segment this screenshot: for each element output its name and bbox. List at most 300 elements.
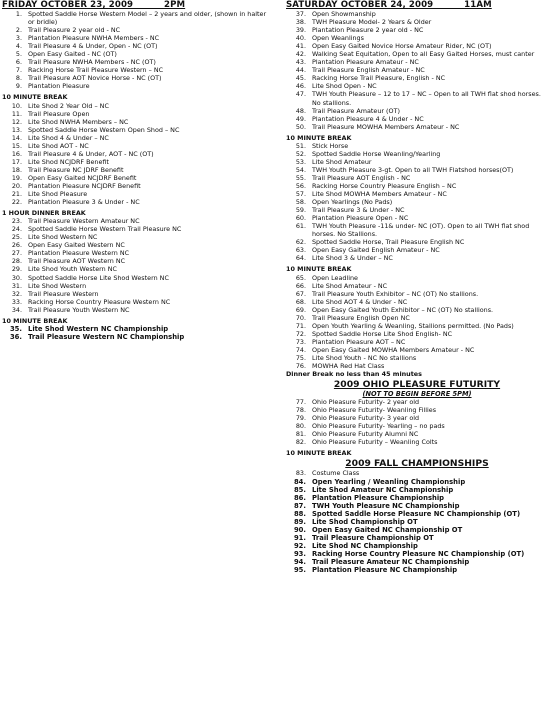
class-title: Trail Pleasure AOT English - NC [312,173,411,182]
class-title: Ohio Pleasure Futurity – Weanling Colts [312,438,438,447]
class-entry [286,238,548,246]
class-entry [286,414,548,422]
class-entry [286,322,548,330]
class-number: 25. [11,233,22,242]
class-title: Spotted Saddle Horse Lite Shod Western NC [28,273,169,282]
class-title: Lite Shod Amateur - NC [312,281,388,290]
class-entry [286,10,548,18]
class-title: Lite Shod NWHA Members – NC [28,117,129,126]
class-number: 13. [11,125,22,134]
class-title: Costume Class [312,469,360,478]
class-entry [286,74,548,82]
class-title: Trail Pleasure 2 year old - NC [28,26,121,35]
class-number: 2. [15,26,22,35]
class-number: 9. [15,82,22,91]
class-number: 79. [295,414,306,423]
class-entry [2,150,272,158]
dinner-break-note: Dinner Break no less than 45 minutes [286,370,422,379]
class-title: Trail Pleasure NC JDRF Benefit [28,165,124,174]
class-entry [2,190,272,198]
class-entry [2,249,272,257]
class-title: TWH Youth Pleasure NC Championship [312,501,460,510]
class-entry [2,282,272,290]
class-entry [286,422,548,430]
class-number: 27. [11,249,22,258]
class-entry [286,362,548,370]
class-number: 44. [295,66,306,75]
class-entry [286,190,548,198]
class-entry [2,142,272,150]
class-number: 23. [11,217,22,226]
class-number: 31. [11,281,22,290]
class-entry [286,518,548,526]
class-number: 48. [295,106,306,115]
class-title: Trail Pleasure Open [28,109,90,118]
class-entry [286,142,548,150]
class-title: Trail Pleasure Amateur (OT) [312,106,400,115]
class-title: Trail Pleasure 4 & Under, AOT - NC (OT) [28,149,154,158]
class-entry [286,510,548,518]
class-title: Trail Pleasure Youth Western NC [28,305,130,314]
class-entry [286,90,548,106]
class-title: Trail Pleasure MOWHA Members Amateur - NC [312,122,460,131]
class-entry [2,26,272,34]
class-title: Trail Pleasure NWHA Members - NC (OT) [28,58,156,67]
class-title: Trail Pleasure Youth Exhibitor – NC (OT) No stallions. [312,289,479,298]
futurity-title: 2009 OHIO PLEASURE FUTURITY [333,379,501,391]
class-title: Trail Pleasure Western Amateur NC [28,217,140,226]
class-number: 11. [11,109,22,118]
class-entry [2,134,272,142]
class-number: 43. [295,58,306,67]
class-title: Open Easy Gaited NC Championship OT [312,525,463,534]
class-number: 67. [295,289,306,298]
class-number: 22. [11,198,22,207]
friday-class-list-3 [2,217,272,314]
class-number: 64. [295,254,306,263]
class-title: Open Showmanship [312,10,376,18]
class-entry [286,469,548,477]
class-number: 71. [295,321,306,330]
class-number: 88. [293,509,306,518]
friday-dinner-break: 1 HOUR DINNER BREAK [2,209,86,218]
class-title: Ohio Pleasure Futurity- 3 year old [312,414,420,423]
saturday-break-2: 10 MINUTE BREAK [286,265,352,274]
class-title: Plantation Pleasure Championship [312,493,445,502]
class-entry [2,118,272,126]
class-entry [2,274,272,282]
class-title: Open Easy Gaited Youth Exhibitor – NC (OT) No stallions. [312,305,494,314]
class-number: 89. [293,517,306,526]
class-title: Lite Shod Amateur [312,157,372,166]
saturday-class-list-3 [286,274,548,371]
class-title: Ohio Pleasure Futurity- 2 year old [312,398,420,407]
class-title: Ohio Pleasure Futurity Alumni NC [312,430,419,439]
class-title: Lite Shod 3 & Under – NC [312,254,393,263]
class-title: Plantation Pleasure 2 year old - NC [312,26,424,35]
class-number: 46. [295,82,306,91]
class-title: Lite Shod AOT - NC [28,141,89,150]
class-number: 68. [295,297,306,306]
class-number: 37. [295,10,306,18]
class-number: 58. [295,198,306,207]
class-title: Lite Shod NC Championship [312,541,418,550]
friday-break-1: 10 MINUTE BREAK [2,93,68,102]
class-title: Trail Pleasure 4 & Under, Open - NC (OT) [28,42,158,51]
class-title: TWH Pleasure Model- 2 Years & Older [312,18,432,27]
class-entry [286,115,548,123]
class-entry [286,534,548,542]
class-number: 57. [295,190,306,199]
class-entry [2,10,272,26]
class-title: Trail Pleasure 3 & Under - NC [312,206,405,215]
class-entry [286,222,548,238]
championships-title: 2009 FALL CHAMPIONSHIPS [345,458,489,470]
class-entry [286,214,548,222]
class-entry [286,486,548,494]
class-number: 83. [295,469,306,478]
class-title: Plantation Pleasure AOT – NC [312,337,406,346]
friday-class-list-1 [2,10,272,90]
class-title: MOWHA Red Hat Class [312,362,385,371]
class-number: 93. [293,549,306,558]
class-number: 55. [295,173,306,182]
class-entry [286,166,548,174]
class-entry [286,478,548,486]
class-title: Racking Horse Country Pleasure NC Championship (OT) [312,549,525,558]
class-title: Lite Shod Youth Western NC [28,265,117,274]
class-title: Ohio Pleasure Futurity- Weanling Fillies [312,406,437,415]
class-entry [286,502,548,510]
class-title: Lite Shod MOWHA Members Amateur - NC [312,190,447,199]
class-number: 82. [295,438,306,447]
class-title: Spotted Saddle Horse Pleasure NC Championship (OT) [312,509,521,518]
class-number: 12. [11,117,22,126]
class-number: 40. [295,34,306,43]
class-number: 59. [295,206,306,215]
class-title: Plantation Pleasure NC Championship [312,566,458,575]
class-title: Lite Shod Pleasure [28,190,88,199]
class-number: 8. [15,74,22,83]
class-number: 39. [295,26,306,35]
class-title: Trail Pleasure English Amateur - NC [312,66,425,75]
class-title: Open Easy Gaited MOWHA Members Amateur - NC [312,345,475,354]
class-title: Plantation Pleasure Amateur - NC [312,58,419,67]
class-entry [2,66,272,74]
class-number: 78. [295,406,306,415]
class-number: 72. [295,329,306,338]
class-number: 61. [295,222,306,231]
class-entry [2,306,272,314]
class-number: 10. [11,101,22,110]
class-entry [2,50,272,58]
class-title: Plantation Pleasure 3 & Under - NC [28,198,140,207]
class-title: Spotted Saddle Horse Western Model – 2 years and older, (shown in halter or bridle) [28,10,267,27]
class-entry [286,150,548,158]
class-title: Open Youth Yearling & Weanling, Stallions permitted. (No Pads) [312,321,514,330]
class-entry [2,217,272,225]
class-number: 84. [293,477,306,486]
class-title: Open Easy Gaited NCJDRF Benefit [28,173,137,182]
class-number: 76. [295,362,306,371]
class-number: 60. [295,214,306,223]
class-number: 63. [295,246,306,255]
class-title: Lite Shod Open - NC [312,82,377,91]
class-entry [2,241,272,249]
class-number: 18. [11,165,22,174]
class-entry [2,198,272,206]
class-number: 47. [295,90,306,99]
class-title: Lite Shod AOT 4 & Under - NC [312,297,408,306]
friday-class-list-2 [2,102,272,207]
class-number: 30. [11,273,22,282]
class-entry [286,314,548,322]
class-title: Trail Pleasure AOT Novice Horse - NC (OT) [28,74,162,83]
class-title: Plantation Pleasure Western NC [28,249,130,258]
class-title: Lite Shod Western NC [28,233,98,242]
class-entry [286,174,548,182]
class-number: 16. [11,149,22,158]
saturday-header: SATURDAY OCTOBER 24, 2009 11AM [286,0,492,10]
class-entry [2,158,272,166]
class-number: 90. [293,525,306,534]
saturday-class-list-1 [286,10,548,131]
futurity-subtitle: (NOT TO BEGIN BEFORE 5PM) [362,390,472,399]
class-number: 35. [9,324,22,333]
class-number: 70. [295,313,306,322]
class-number: 51. [295,141,306,150]
class-entry [286,66,548,74]
class-title: Trail Pleasure AOT Western NC [28,257,126,266]
class-number: 69. [295,305,306,314]
class-title: TWH Youth Pleasure 3-gt. Open to all TWH Flatshod horses(OT) [312,165,514,174]
class-number: 29. [11,265,22,274]
class-entry [2,290,272,298]
class-entry [286,494,548,502]
class-entry [286,198,548,206]
class-number: 4. [15,42,22,51]
class-entry [286,58,548,66]
class-entry [286,182,548,190]
friday-break-2: 10 MINUTE BREAK [2,316,68,325]
class-entry [2,265,272,273]
class-number: 86. [293,493,306,502]
class-title: Lite Shod Youth - NC No stallions [312,353,417,362]
class-title: Trail Pleasure English Open NC [312,313,410,322]
class-entry [2,58,272,66]
class-number: 20. [11,181,22,190]
class-title: Lite Shod 2 Year Old – NC [28,101,109,110]
class-entry [286,274,548,282]
class-number: 15. [11,141,22,150]
class-number: 65. [295,273,306,282]
class-number: 21. [11,190,22,199]
class-title: Trail Pleasure Western NC Championship [28,332,185,341]
class-entry [286,526,548,534]
class-entry [286,42,548,50]
class-title: Racking Horse Country Pleasure English – NC [312,181,457,190]
class-number: 1. [15,10,22,18]
class-number: 81. [295,430,306,439]
class-entry [2,42,272,50]
class-entry [286,158,548,166]
class-number: 24. [11,225,22,234]
class-number: 87. [293,501,306,510]
class-title: Spotted Saddle Horse Western Trail Pleasure NC [28,225,182,234]
class-number: 49. [295,114,306,123]
class-title: Spotted Saddle Horse Western Open Shod – NC [28,125,180,134]
class-number: 32. [11,289,22,298]
class-number: 45. [295,74,306,83]
class-number: 94. [293,558,306,566]
class-entry [286,438,548,446]
class-entry [286,206,548,214]
class-title: Plantation Pleasure NCJDRF Benefit [28,181,141,190]
class-entry [286,398,548,406]
class-number: 33. [11,297,22,306]
class-title: Stick Horse [312,141,349,150]
saturday-break-3: 10 MINUTE BREAK [286,449,352,458]
class-entry [286,290,548,298]
friday-header: FRIDAY OCTOBER 23, 2009 2PM [2,0,186,10]
class-entry [286,306,548,314]
class-entry [2,102,272,110]
class-number: 73. [295,337,306,346]
class-number: 91. [293,533,306,542]
class-title: Lite Shod Western [28,281,87,290]
class-number: 50. [295,122,306,131]
class-title: Open Yearlings (No Pads) [312,198,393,207]
class-number: 66. [295,281,306,290]
class-entry [286,50,548,58]
class-title: Lite Shod Amateur NC Championship [312,485,454,494]
class-title: Racking Horse Trail Pleasure Western – NC [28,66,164,75]
class-entry [2,298,272,306]
class-entry [2,174,272,182]
class-number: 75. [295,353,306,362]
class-number: 17. [11,157,22,166]
class-entry [286,107,548,115]
class-title: Lite Shod Championship OT [312,517,418,526]
class-title: Trail Pleasure Championship OT [312,533,434,542]
class-number: 92. [293,541,306,550]
class-number: 77. [295,398,306,407]
class-entry [286,406,548,414]
class-entry [2,257,272,265]
class-number: 36. [9,332,22,341]
class-title: TWH Youth Pleasure -11& under- NC (OT). Open to all TWH flat shod horses. No Stallions. [312,222,530,239]
class-number: 53. [295,157,306,166]
class-number: 80. [295,422,306,431]
class-entry [286,254,548,262]
class-entry [286,566,548,574]
class-entry [2,182,272,190]
class-number: 62. [295,238,306,247]
class-entry [2,233,272,241]
friday-schedule-column [2,0,272,341]
class-title: Open Leadline [312,273,358,282]
class-entry [2,225,272,233]
class-number: 85. [293,485,306,494]
saturday-break-1: 10 MINUTE BREAK [286,133,352,142]
class-number: 26. [11,241,22,250]
class-entry [2,325,272,333]
class-title: Open Weanlings [312,34,364,43]
class-title: Open Yearling / Weanling Championship [312,477,466,486]
class-title: Plantation Pleasure NWHA Members - NC [28,34,160,43]
class-number: 74. [295,345,306,354]
class-title: Trail Pleasure Amateur NC Championship [312,558,470,566]
class-title: Open Easy Gaited English Amateur - NC [312,246,440,255]
class-number: 41. [295,42,306,51]
class-entry [286,330,548,338]
class-entry [286,82,548,90]
class-number: 54. [295,165,306,174]
class-title: Plantation Pleasure [28,82,90,91]
class-entry [2,82,272,90]
class-entry [2,166,272,174]
class-entry [2,74,272,82]
class-entry [286,550,548,558]
class-title: Open Easy Gaited Western NC [28,241,125,250]
class-number: 19. [11,173,22,182]
class-title: Walking Seat Equitation, Open to all Easy Gaited Horses, must canter [312,50,535,59]
class-number: 38. [295,18,306,27]
class-title: Plantation Pleasure Open - NC [312,214,409,223]
class-entry [286,123,548,131]
class-entry [286,430,548,438]
championship-class-list [286,469,548,574]
class-title: Spotted Saddle Horse Lite Shod English- NC [312,329,453,338]
class-title: Ohio Pleasure Futurity- Yearling – no pads [312,422,445,431]
class-entry [286,298,548,306]
saturday-schedule-column [286,0,548,574]
class-number: 14. [11,133,22,142]
class-title: TWH Youth Pleasure – 12 to 17 – NC – Open to all TWH flat shod horses. No stallions. [312,90,541,107]
futurity-class-list [286,398,548,446]
class-number: 3. [15,34,22,43]
class-entry [2,110,272,118]
class-entry [286,338,548,346]
class-title: Lite Shod 4 & Under – NC [28,133,109,142]
class-entry [286,282,548,290]
class-number: 7. [15,66,22,75]
class-title: Open Easy Gaited - NC (OT) [28,50,117,59]
class-entry [286,542,548,550]
class-entry [286,34,548,42]
class-entry [2,34,272,42]
class-title: Plantation Pleasure 4 & Under - NC [312,114,424,123]
class-number: 42. [295,50,306,59]
class-number: 95. [293,566,306,575]
class-title: Spotted Saddle Horse Weanling/Yearling [312,149,441,158]
class-title: Spotted Saddle Horse, Trail Pleasure English NC [312,238,465,247]
class-entry [2,126,272,134]
class-title: Trail Pleasure Western [28,289,99,298]
saturday-class-list-2 [286,142,548,263]
class-number: 28. [11,257,22,266]
friday-championship-list [2,325,272,341]
class-entry [286,26,548,34]
class-number: 56. [295,181,306,190]
class-entry [286,346,548,354]
class-number: 34. [11,305,22,314]
class-entry [286,18,548,26]
class-entry [286,558,548,566]
class-entry [286,354,548,362]
class-title: Racking Horse Country Pleasure Western NC [28,297,171,306]
class-title: Open Easy Gaited Novice Horse Amateur Rider, NC (OT) [312,42,492,51]
